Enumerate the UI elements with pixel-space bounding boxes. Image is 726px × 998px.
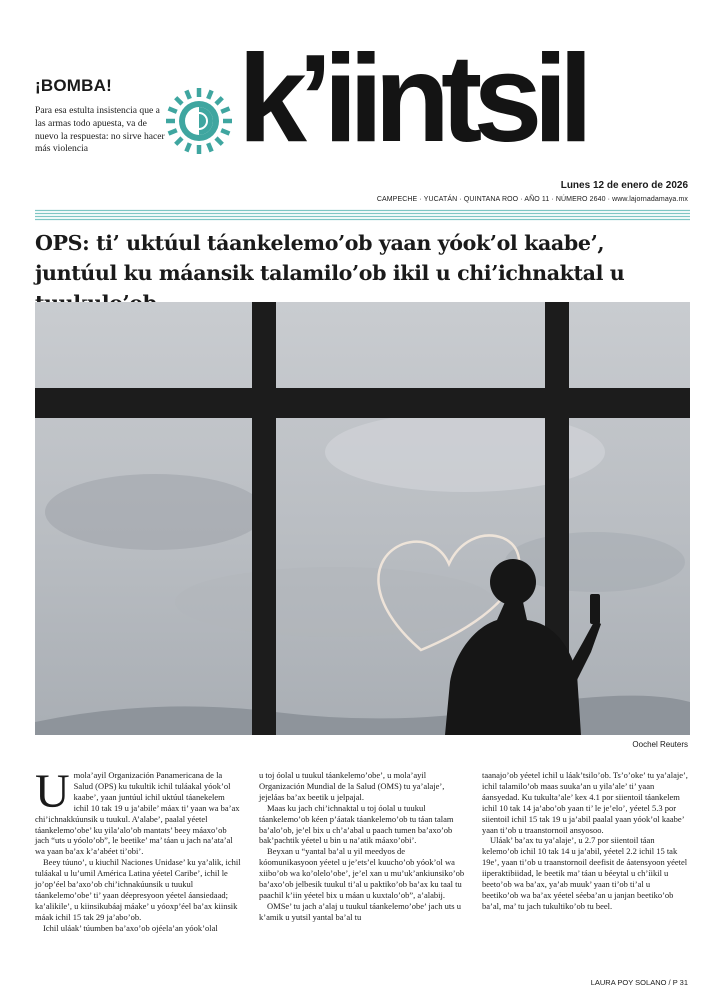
issue-date: Lunes 12 de enero de 2026 [560,180,688,191]
article-headline: OPS: ti’ uktúul táankelemo’ob yaan yóok’ol kaabe’, juntúul ku máansik talamilo’ob ikil u chi’ichnaktal u [35,231,625,285]
article-byline: LAURA POY SOLANO / P 31 [590,978,688,987]
paragraph: Maas ku jach chi’ichnaktal u toj óolal u tuukul táankelemo’ob kéen p’áatak táankelemo’ob tu táan talam ba’alo’ob, je’el bix u ch’a’abal u paach tumen ba’axo’ob bak’pachtik yéetel u bin u na’atik máaxo’obi’. [259,802,454,846]
masthead-title: k’iintsil [238,30,585,168]
article-photo [35,302,690,735]
article-column-2 [259,770,465,923]
paragraph: u toj óolal u tuukul táankelemo’obe’, u mola’ayil Organización Mundial de la Salud (OMS) tu ya’alaje’, jejeláas ba’ax beetik u jelpajal. [259,770,445,802]
paragraph: OMSe’ tu jach a’alaj u tuukul táankelemo’obe’ jach uts u k’amik u yutsil yantal ba’al tu [259,900,461,922]
issue-info: CAMPECHE · YUCATÁN · QUINTANA ROO · AÑO 11 · NÚMERO 2640 · www.lajornadamaya.mx [376,196,688,203]
paragraph: Beyxan u “yantal ba’al u yil meedyos de kóomunikasyoon yéetel u je’ets’el kuucho’ob yóok’ol wa xiibo’ob wa ko’olelo’obe’, je’el xan u mu’uk’ankiunsiko’ob ba’axo’ob jelbesik tuukul ti’al u paktiko’ob ba’ax ku taal tu paachil k’iin yéetel bix u máan u kuxtalo’ob”, a’alabij. [259,846,465,900]
sidebar-text: Para esa estulta insistencia que a las armas todo apuesta, va de nuevo la respuesta: no sirve hacer más violencia [35,105,165,155]
article-column-1 [35,765,241,934]
paragraph: Ichil uláak’ túumben ba’axo’ob ojéela’an yóok’olal [43,922,218,933]
masthead-rules [35,209,690,221]
paragraph: taanajo’ob yéetel ichil u láak’tsilo’ob. Ts’o’oke’ tu ya’alaje’, ichil talamilo’ob maas suuka’an u yila’ale’ ti’ yaan áansyedad. Ku tukulta’ale’ kex 4.1 por siientoil táankelem ichil 10 tak 14 ja’abo’ob yaan ti’ le je’elo’, yéetel 5.3 por siientoil ichil 15 tak 19 u ja’abil paalal yaan yóok’ol kaabe’ yaan ti’ob u traanstornoil ansyosoo. [482,770,688,835]
paragraph: Beey túuno’, u kiuchil Naciones Unidase’ ku ya’alik, ichil tuláakal u lu’umil América Latina yéetel Caribe’, ichil le jo’op’éel ba’axo’ob chi’ichnakúunsik u tuukul táankelemo’obe’ ti’ yaan déepresyoon yéetel áansiedaad; ka’alikile’, u kiinsikubáaj máake’ u yóoxp’éel ba’ax kiinsik máak ichil 15 tak 29 ja’abo’ob. [35,857,241,922]
sidebar-title: ¡BOMBA! [35,76,112,95]
paragraph: mola’ayil Organización Panamericana de la Salud (OPS) ku tukultik ichil tuláakal yóok’ol kaabe’, yaan juntúul ichil uktúul táanekelem ichil 10 tak 19 u ja’abile’ máax ti’ yaan wa ba’ax chi’ichnakkúunsik u tuukul. A’alabe’, paalal yéetel táankelemo’obe’ ku yila’alo’ob mantats’ beey máaxo’ob jach “uts u yóolo’ob”, le beetike’ ma’ táan u jach na’ata’al wa yaan ba’ax k’a’abéet ti’obi’. [35,770,240,857]
photo-credit: Oochel Reuters [632,740,688,749]
article-column-3 [482,770,688,912]
drop-cap: U [35,765,70,818]
sun-logo-icon [164,86,234,156]
paragraph: Uláak’ ba’ax tu ya’alaje’, u 2.7 por siientoil táan kelemo’ob ichil 10 tak 14 u ja’abil, yéetel 2.2 ichil 15 tak 19e’, yaan ti’ob u traanstornoil deefisit de áatensyoon yéetel iiperaktibiidad, le beetik ma’ táan u béeytal u ch’íikil u beeto’ob wa ba’ax, ya’ab muuk’ yaan ti’ob ti’al u beetiko’ob wa ba’ax yéetel séeba’an u janjan beetiko’ob ba’al, ma’ tu jach tukultiko’ob tu beel. [482,835,688,911]
